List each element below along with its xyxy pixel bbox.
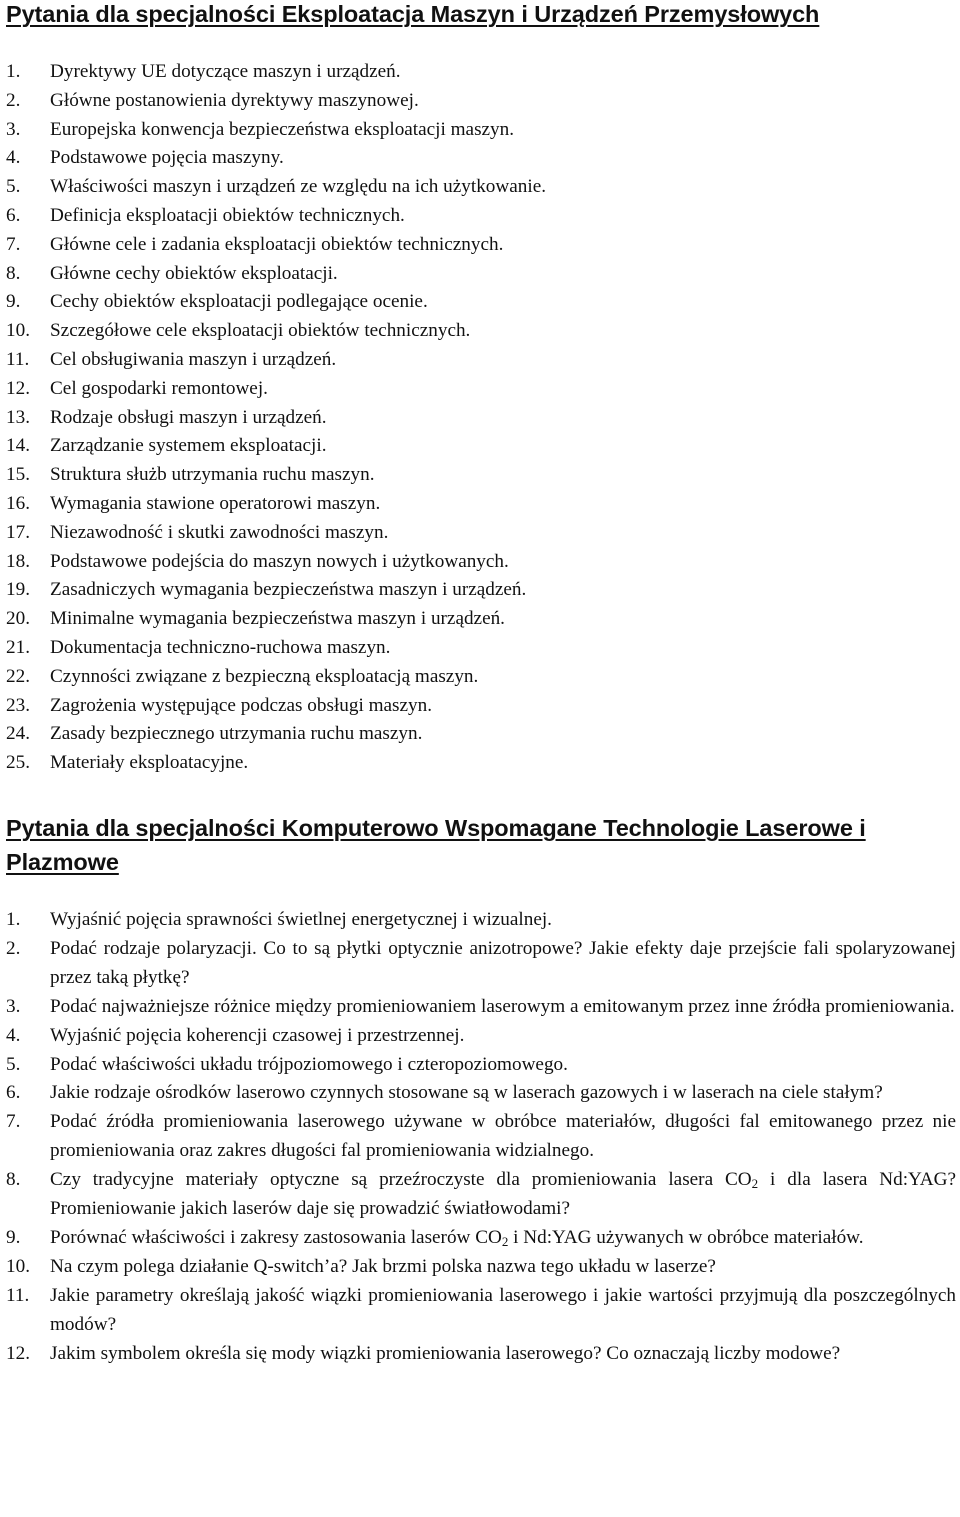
question-number: 6. — [6, 1082, 21, 1104]
question-item — [6, 1166, 956, 1224]
section-1-question-list — [6, 58, 946, 778]
question-item — [6, 519, 946, 548]
question-text: Jakie parametry określają jakość wiązki promieniowania laserowego i jakie wartości przyjmują dla poszczególnych modów? — [50, 1284, 956, 1335]
question-text: Na czym polega działanie Q-switch’a? Jak brzmi polska nazwa tego układu w laserze? — [50, 1255, 716, 1277]
question-number: 10. — [6, 1255, 30, 1277]
question-number: 8. — [6, 262, 21, 284]
question-number: 10. — [6, 320, 30, 342]
question-item — [6, 1108, 956, 1166]
question-text: Główne postanowienia dyrektywy maszynowej. — [50, 89, 419, 111]
question-number: 1. — [6, 61, 21, 82]
question-item — [6, 1079, 956, 1108]
question-text — [50, 1166, 956, 1224]
question-number: 7. — [6, 1111, 21, 1133]
question-text: Wyjaśnić pojęcia koherencji czasowej i przestrzennej. — [50, 1024, 465, 1046]
question-text: Minimalne wymagania bezpieczeństwa maszyn i urządzeń. — [50, 608, 505, 630]
question-text: Podać rodzaje polaryzacji. Co to są płytki optycznie anizotropowe? Jakie efekty daje przejście fali spolaryzowanej przez taką płytkę? — [50, 937, 956, 988]
question-item — [6, 432, 946, 461]
question-item — [6, 548, 946, 577]
question-item — [6, 1253, 956, 1282]
question-text: Dyrektywy UE dotyczące maszyn i urządzeń. — [50, 61, 401, 82]
question-text: Niezawodność i skutki zawodności maszyn. — [50, 521, 389, 543]
question-text: Zagrożenia występujące podczas obsługi maszyn. — [50, 694, 433, 716]
question-number: 11. — [6, 348, 30, 370]
subscript: 2 — [751, 1176, 759, 1192]
question-item — [6, 461, 946, 490]
question-number: 25. — [6, 752, 30, 774]
question-text: Podać najważniejsze różnice między promieniowaniem laserowym a emitowanym przez inne źródła promieniowania. — [50, 995, 955, 1017]
question-text: Cechy obiektów eksploatacji podlegające ocenie. — [50, 291, 428, 313]
question-text-part: i Nd:YAG używanych w obróbce materiałów. — [508, 1226, 864, 1248]
question-text: Europejska konwencja bezpieczeństwa eksploatacji maszyn. — [50, 118, 515, 140]
question-item — [6, 317, 946, 346]
question-number: 15. — [6, 464, 30, 486]
question-text: Szczegółowe cele eksploatacji obiektów technicznych. — [50, 320, 471, 342]
question-text: Podstawowe podejścia do maszyn nowych i użytkowanych. — [50, 550, 509, 572]
question-text: Podstawowe pojęcia maszyny. — [50, 147, 284, 169]
question-item — [6, 202, 946, 231]
question-text-part: Porównać właściwości i zakresy zastosowania laserów CO — [50, 1226, 502, 1248]
question-text: Struktura służb utrzymania ruchu maszyn. — [50, 464, 375, 486]
question-text: Główne cele i zadania eksploatacji obiektów technicznych. — [50, 233, 504, 255]
question-number: 5. — [6, 176, 21, 198]
question-number: 12. — [6, 1342, 30, 1364]
question-item — [6, 173, 946, 202]
question-text: Jakim symbolem określa się mody wiązki promieniowania laserowego? Co oznaczają liczby modowe? — [50, 1342, 841, 1364]
question-text: Definicja eksploatacji obiektów technicznych. — [50, 204, 405, 226]
question-item — [6, 935, 956, 993]
question-item — [6, 692, 946, 721]
question-item — [6, 490, 946, 519]
question-text-part: Czy tradycyjne materiały optyczne są przeźroczyste dla promieniowania lasera CO — [50, 1169, 752, 1191]
question-item — [6, 375, 946, 404]
question-text: Cel gospodarki remontowej. — [50, 377, 268, 399]
question-item — [6, 1051, 956, 1080]
question-item — [6, 634, 946, 663]
question-number: 18. — [6, 550, 30, 572]
question-text: Rodzaje obsługi maszyn i urządzeń. — [50, 406, 327, 428]
question-item — [6, 1340, 956, 1369]
question-number: 22. — [6, 665, 30, 687]
question-number: 13. — [6, 406, 30, 428]
question-text: Główne cechy obiektów eksploatacji. — [50, 262, 338, 284]
question-text: Podać właściwości układu trójpoziomowego i czteropoziomowego. — [50, 1053, 568, 1075]
question-number: 7. — [6, 233, 21, 255]
question-number: 19. — [6, 579, 30, 601]
question-item — [6, 231, 946, 260]
question-number: 23. — [6, 694, 30, 716]
question-text: Zasady bezpiecznego utrzymania ruchu maszyn. — [50, 723, 423, 745]
question-text: Zasadniczych wymagania bezpieczeństwa maszyn i urządzeń. — [50, 579, 527, 601]
question-item — [6, 116, 946, 145]
question-number: 3. — [6, 995, 21, 1017]
question-item — [6, 576, 946, 605]
question-item — [6, 1282, 956, 1340]
question-number: 14. — [6, 435, 30, 457]
section-1-title: Pytania dla specjalności Eksploatacja Maszyn i Urządzeń Przemysłowych — [6, 1, 820, 27]
question-item — [6, 993, 956, 1022]
question-item — [6, 605, 946, 634]
question-text: Wyjaśnić pojęcia sprawności świetlnej energetycznej i wizualnej. — [50, 909, 552, 930]
question-number: 20. — [6, 608, 30, 630]
question-item — [6, 663, 946, 692]
section-2-question-list — [6, 906, 956, 1369]
question-number: 9. — [6, 291, 21, 313]
question-number: 6. — [6, 204, 21, 226]
question-item — [6, 346, 946, 375]
question-number: 5. — [6, 1053, 21, 1075]
question-item — [6, 288, 946, 317]
question-number: 9. — [6, 1226, 21, 1248]
question-text-part: i dla lasera Nd:YAG? Promieniowanie jakich laserów daje się prowadzić światłowodami? — [50, 1169, 957, 1220]
question-item — [6, 87, 946, 116]
question-item — [6, 260, 946, 289]
question-text — [50, 1224, 956, 1253]
question-item — [6, 1022, 956, 1051]
question-number: 2. — [6, 937, 21, 959]
question-number: 24. — [6, 723, 30, 745]
question-number: 16. — [6, 492, 30, 514]
question-item — [6, 404, 946, 433]
question-number: 4. — [6, 1024, 21, 1046]
question-text: Zarządzanie systemem eksploatacji. — [50, 435, 327, 457]
question-number: 11. — [6, 1284, 30, 1306]
question-number: 21. — [6, 636, 30, 658]
question-number: 12. — [6, 377, 30, 399]
question-item — [6, 144, 946, 173]
subscript: 2 — [501, 1233, 509, 1249]
question-text: Wymagania stawione operatorowi maszyn. — [50, 492, 381, 514]
question-item — [6, 58, 946, 87]
question-item — [6, 749, 946, 778]
question-item — [6, 906, 956, 935]
question-text: Jakie rodzaje ośrodków laserowo czynnych stosowane są w laserach gazowych i w laserach na ciele stałym? — [50, 1082, 883, 1104]
question-text: Dokumentacja techniczno-ruchowa maszyn. — [50, 636, 391, 658]
question-text: Podać źródła promieniowania laserowego używane w obróbce materiałów, długości fal emitowanego przez nie promieniowania oraz zakres długości fal promieniowania widzialnego. — [50, 1111, 956, 1162]
question-text: Materiały eksploatacyjne. — [50, 752, 249, 774]
section-2-title: Pytania dla specjalności Komputerowo Wspomagane Technologie Laserowe i Plazmowe — [6, 815, 866, 875]
question-item — [6, 1224, 956, 1253]
question-item — [6, 720, 946, 749]
question-text: Cel obsługiwania maszyn i urządzeń. — [50, 348, 337, 370]
question-number: 8. — [6, 1169, 21, 1191]
question-number: 17. — [6, 521, 30, 543]
question-number: 2. — [6, 89, 21, 111]
question-number: 1. — [6, 909, 21, 930]
question-text: Właściwości maszyn i urządzeń ze względu na ich użytkowanie. — [50, 176, 547, 198]
question-number: 4. — [6, 147, 21, 169]
question-number: 3. — [6, 118, 21, 140]
question-text: Czynności związane z bezpieczną eksploatacją maszyn. — [50, 665, 479, 687]
